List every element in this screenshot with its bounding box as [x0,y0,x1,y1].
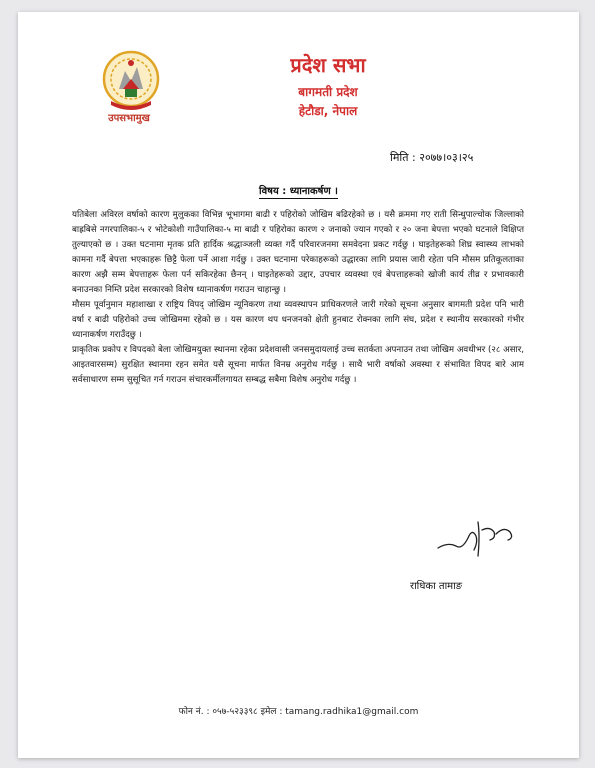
emblem-caption: उपसभामुख [108,113,150,124]
letter-body [72,208,524,388]
contact-footer: फोन नं. : ०५७-५२३३९८ इमेल : tamang.radhika1@gmail.com [178,707,419,717]
subject-text: विषय : ध्यानाकर्षण । [259,186,338,197]
body-paragraph: प्राकृतिक प्रकोप र विपदको बेला जोखिमयुक्त स्थानमा रहेका प्रदेशवासी जनसमुदायलाई उच्च सतर्कता अपनाउन तथा जोखिम अवधीभर (२८ असार, आइतवारसम्म) सुरक्षित स्थानमा रहन समेत यसै सूचना मार्फत विनम्र अनुरोध गर्दछु । साथै भारी वर्षाको अवस्था र संभावित विपद बारे आम सर्वसाधारण सम्म सुसूचित गर्न गराउन संचारकर्मीलगायत सम्बद्ध सबैमा विशेष अनुरोध गर्दछु । [72,345,524,385]
letter-page [18,12,579,758]
province-name: बागमती प्रदेश [298,85,358,99]
body-paragraph: मौसम पूर्वानुमान महाशाखा र राष्ट्रिय विपद् जोखिम न्यूनिकरण तथा व्यवस्थापन प्राधिकरणले जारी गरेको सूचना अनुसार बागमती प्रदेश पनि भारी वर्षा र बाढी पहिरोको उच्च जोखिममा रहेको छ । यस कारण थप धनजनको क्षेती हुनबाट रोक्नका लागि संघ, प्रदेश र स्थानीय सरकारको गंभीर ध्यानाकर्षण गराउँदछु । [72,300,524,340]
assembly-title: प्रदेश सभा [290,53,366,77]
body-paragraph: यतिबेला अविरल वर्षाको कारण मुलुकका विभिन्न भूभागमा बाढी र पहिरोको जोखिम बढिरहेको छ । यसै क्रममा गए राती सिन्धुपाल्चोक जिल्लाको बाह्रबिसे नगरपालिका-५ र भोटेकोशी गाउँपालिका-५ मा बाढी र पहिरोका कारण २ जनाको ज्यान गएको र २० जना बेपत्ता भएको घटनाले विक्षिप्त तुल्याएको छ । उक्त घटनामा मृतक प्रति हार्दिक श्रद्धाञ्जली व्यक्त गर्दै परिवारजनमा समवेदना प्रकट गर्दछु । घाइतेहरूको शिघ्र स्वास्थ्य लाभको कामना गर्दै बेपत्ता भएकाहरू छिट्टै फेला पर्ने आशा गर्दछु । उक्त घटनामा परेकाहरूको उद्धारका लागि प्रयास जारी रहेता पनि मौसम प्रतिकूलताका कारण अझै सम्म बेपत्ताहरू फेला पर्न सकिरहेका छैनन् । घाइतेहरूको उद्दार, उपचार व्यवस्था एवं बेपत्ताहरूको खोजी कार्य तीव्र र प्रभावकारी बनाउनका निम्ति प्रदेश सरकारको विशेष ध्यानाकर्षण गराउन चाहान्छु । [72,210,524,295]
handwritten-signature [434,512,524,558]
letter-date: मिति : २०७७।०३।२५ [390,151,474,164]
location-name: हेटौडा, नेपाल [298,104,358,118]
signer-name: राधिका तामाङ [410,581,463,592]
letter-subject [18,183,579,197]
